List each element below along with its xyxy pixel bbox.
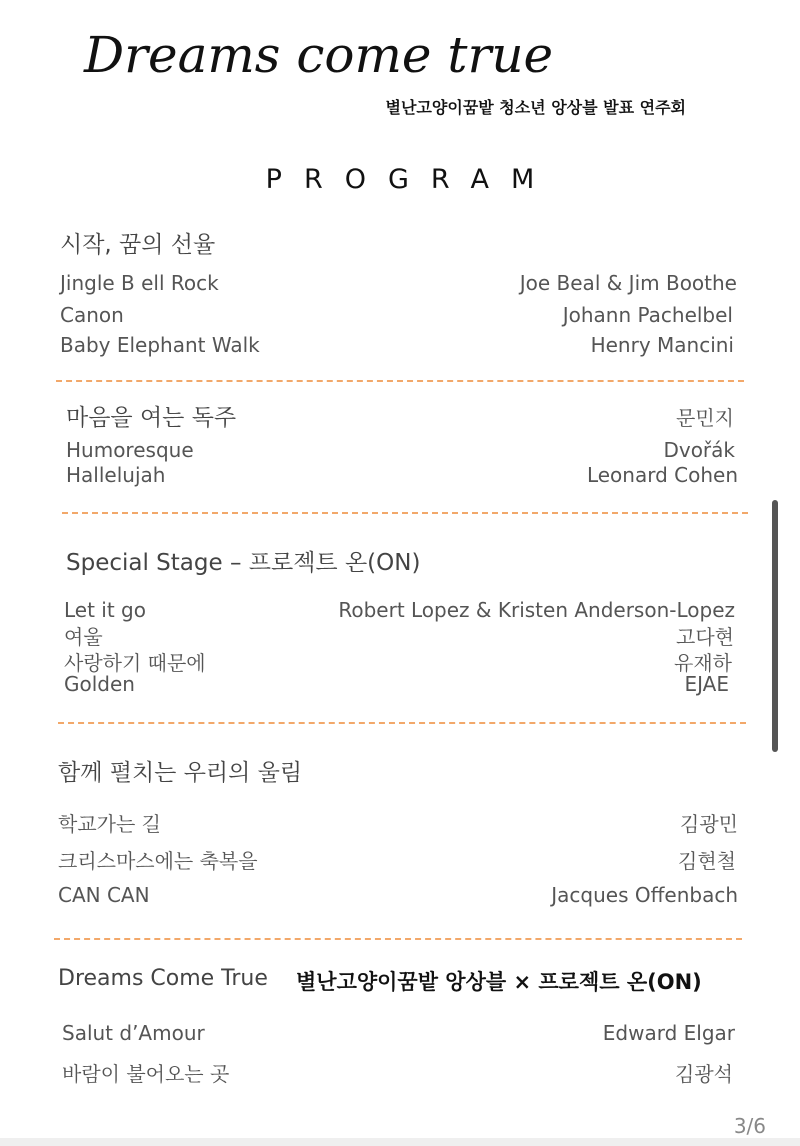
section-2-performer: 문민지: [676, 406, 734, 430]
section-1-heading: 시작, 꿈의 선율: [60, 232, 216, 258]
section-2-item-1-title: Humoresque: [66, 438, 194, 462]
section-5-heading: Dreams Come True: [58, 966, 268, 991]
section-3-item-3-title: 사랑하기 때문에: [64, 651, 206, 675]
section-divider: [62, 512, 748, 514]
section-2-heading: 마음을 여는 독주: [66, 405, 237, 431]
section-3-item-4-title: Golden: [64, 672, 135, 696]
section-3-item-1-title: Let it go: [64, 598, 146, 622]
program-heading: PROGRAM: [265, 164, 557, 195]
section-4-item-3-title: CAN CAN: [58, 883, 150, 907]
section-1-item-1-title: Jingle B ell Rock: [60, 271, 219, 295]
vertical-scrollbar[interactable]: [772, 500, 778, 752]
section-1-item-1-composer: Joe Beal & Jim Boothe: [519, 271, 737, 295]
section-3-item-2-composer: 고다현: [676, 625, 734, 649]
section-1-item-2-title: Canon: [60, 303, 124, 327]
section-4-item-3-composer: Jacques Offenbach: [551, 883, 738, 907]
section-5-heading-ensemble: 별난고양이꿈밭 앙상블 × 프로젝트 온(ON): [296, 970, 702, 994]
section-5-item-2-composer: 김광석: [675, 1062, 733, 1086]
section-4-heading: 함께 펼치는 우리의 울림: [58, 760, 303, 786]
section-5-item-1-composer: Edward Elgar: [602, 1021, 735, 1045]
page-indicator: 3/6: [733, 1114, 766, 1138]
document-title: Dreams come true: [84, 26, 554, 84]
section-3-heading: Special Stage – 프로젝트 온(ON): [66, 550, 421, 576]
document-subtitle: 별난고양이꿈밭 청소년 앙상블 발표 연주회: [385, 98, 686, 117]
section-4-item-1-composer: 김광민: [680, 812, 738, 836]
section-4-item-2-title: 크리스마스에는 축복을: [58, 849, 258, 873]
section-2-item-2-composer: Leonard Cohen: [586, 463, 738, 487]
section-3-item-3-composer: 유재하: [674, 651, 732, 675]
section-3-item-4-composer: EJAE: [684, 672, 729, 696]
section-2-item-1-composer: Dvořák: [663, 438, 735, 462]
section-divider: [54, 938, 742, 940]
section-3-item-2-title: 여울: [64, 625, 103, 649]
section-3-item-1-composer: Robert Lopez & Kristen Anderson-Lopez: [338, 598, 735, 622]
section-5-item-2-title: 바람이 불어오는 곳: [62, 1062, 230, 1086]
bottom-bar: [0, 1138, 800, 1146]
section-4-item-1-title: 학교가는 길: [58, 812, 161, 836]
section-divider: [58, 722, 746, 724]
section-1-item-3-title: Baby Elephant Walk: [60, 333, 260, 357]
section-4-item-2-composer: 김현철: [678, 849, 736, 873]
section-2-item-2-title: Hallelujah: [66, 463, 166, 487]
section-5-item-1-title: Salut d’Amour: [62, 1021, 205, 1045]
section-1-item-3-composer: Henry Mancini: [590, 333, 734, 357]
section-1-item-2-composer: Johann Pachelbel: [562, 303, 733, 327]
section-divider: [56, 380, 744, 382]
